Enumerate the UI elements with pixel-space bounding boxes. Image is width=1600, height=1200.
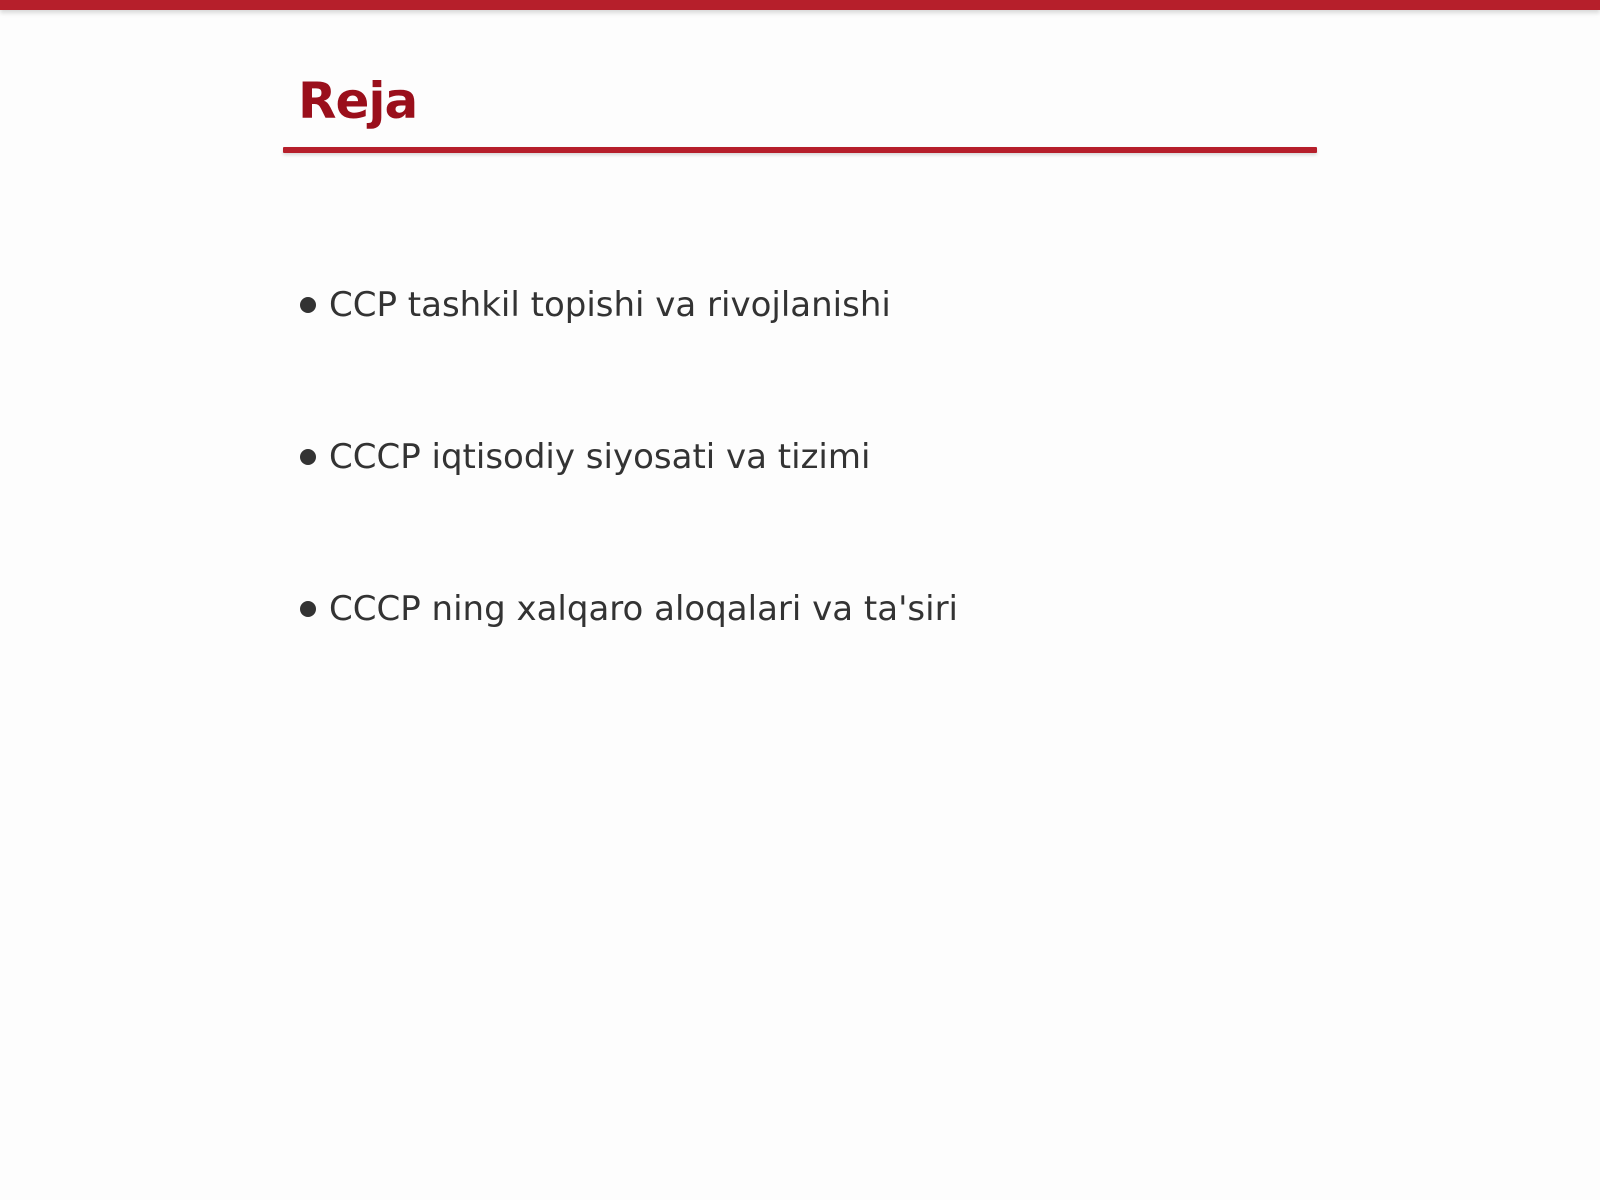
bullet-icon — [300, 601, 316, 617]
bullet-icon — [300, 449, 316, 465]
bullet-text: CCP tashkil topishi va rivojlanishi — [329, 285, 891, 325]
bullet-text: CCCP iqtisodiy siyosati va tizimi — [329, 437, 871, 477]
title-underline — [283, 147, 1317, 153]
bullet-text: CCCP ning xalqaro aloqalari va ta'siri — [329, 589, 958, 629]
slide-title: Reja — [298, 72, 418, 130]
top-accent-bar — [0, 0, 1600, 10]
bullet-icon — [300, 297, 316, 313]
